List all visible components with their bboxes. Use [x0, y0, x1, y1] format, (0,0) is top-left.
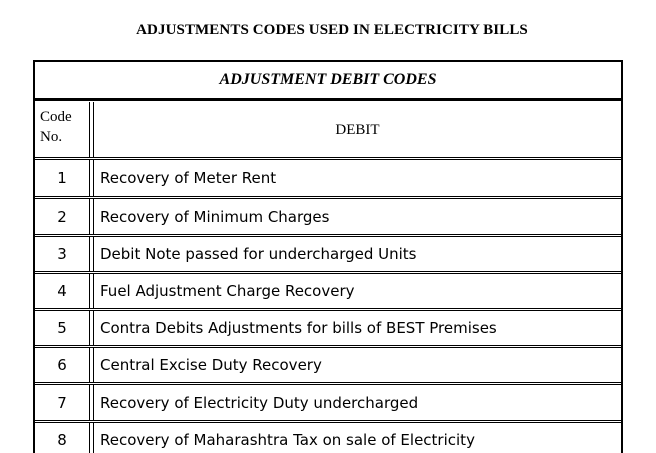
header-code-line2: No. — [40, 129, 63, 145]
header-code-no — [35, 102, 90, 158]
row-code: 7 — [35, 385, 90, 421]
header-code-line1: Code — [40, 109, 72, 125]
table-row — [35, 310, 621, 346]
table-row — [35, 385, 621, 421]
row-description: Recovery of Electricity Duty undercharged — [93, 385, 621, 421]
row-code: 4 — [35, 273, 90, 309]
row-description: Fuel Adjustment Charge Recovery — [93, 273, 621, 309]
table-row — [35, 273, 621, 309]
debit-codes-table — [33, 60, 623, 453]
table-row — [35, 199, 621, 235]
table-row — [35, 422, 621, 453]
row-description: Debit Note passed for undercharged Units — [93, 236, 621, 272]
table-header-row — [35, 102, 621, 158]
row-description: Recovery of Minimum Charges — [93, 199, 621, 235]
row-code: 6 — [35, 347, 90, 383]
row-code: 3 — [35, 236, 90, 272]
table-caption: ADJUSTMENT DEBIT CODES — [35, 62, 621, 99]
row-description: Central Excise Duty Recovery — [93, 347, 621, 383]
row-code: 8 — [35, 422, 90, 453]
row-code: 1 — [35, 160, 90, 196]
caption-divider — [35, 99, 621, 101]
header-debit: DEBIT — [93, 102, 621, 158]
row-description: Recovery of Meter Rent — [93, 160, 621, 196]
row-description: Recovery of Maharashtra Tax on sale of Electricity — [93, 422, 621, 453]
table-row — [35, 347, 621, 383]
document-title: ADJUSTMENTS CODES USED IN ELECTRICITY BILLS — [136, 22, 528, 38]
row-code: 5 — [35, 310, 90, 346]
table-row — [35, 236, 621, 272]
table-row — [35, 160, 621, 196]
row-description: Contra Debits Adjustments for bills of BEST Premises — [93, 310, 621, 346]
row-code: 2 — [35, 199, 90, 235]
